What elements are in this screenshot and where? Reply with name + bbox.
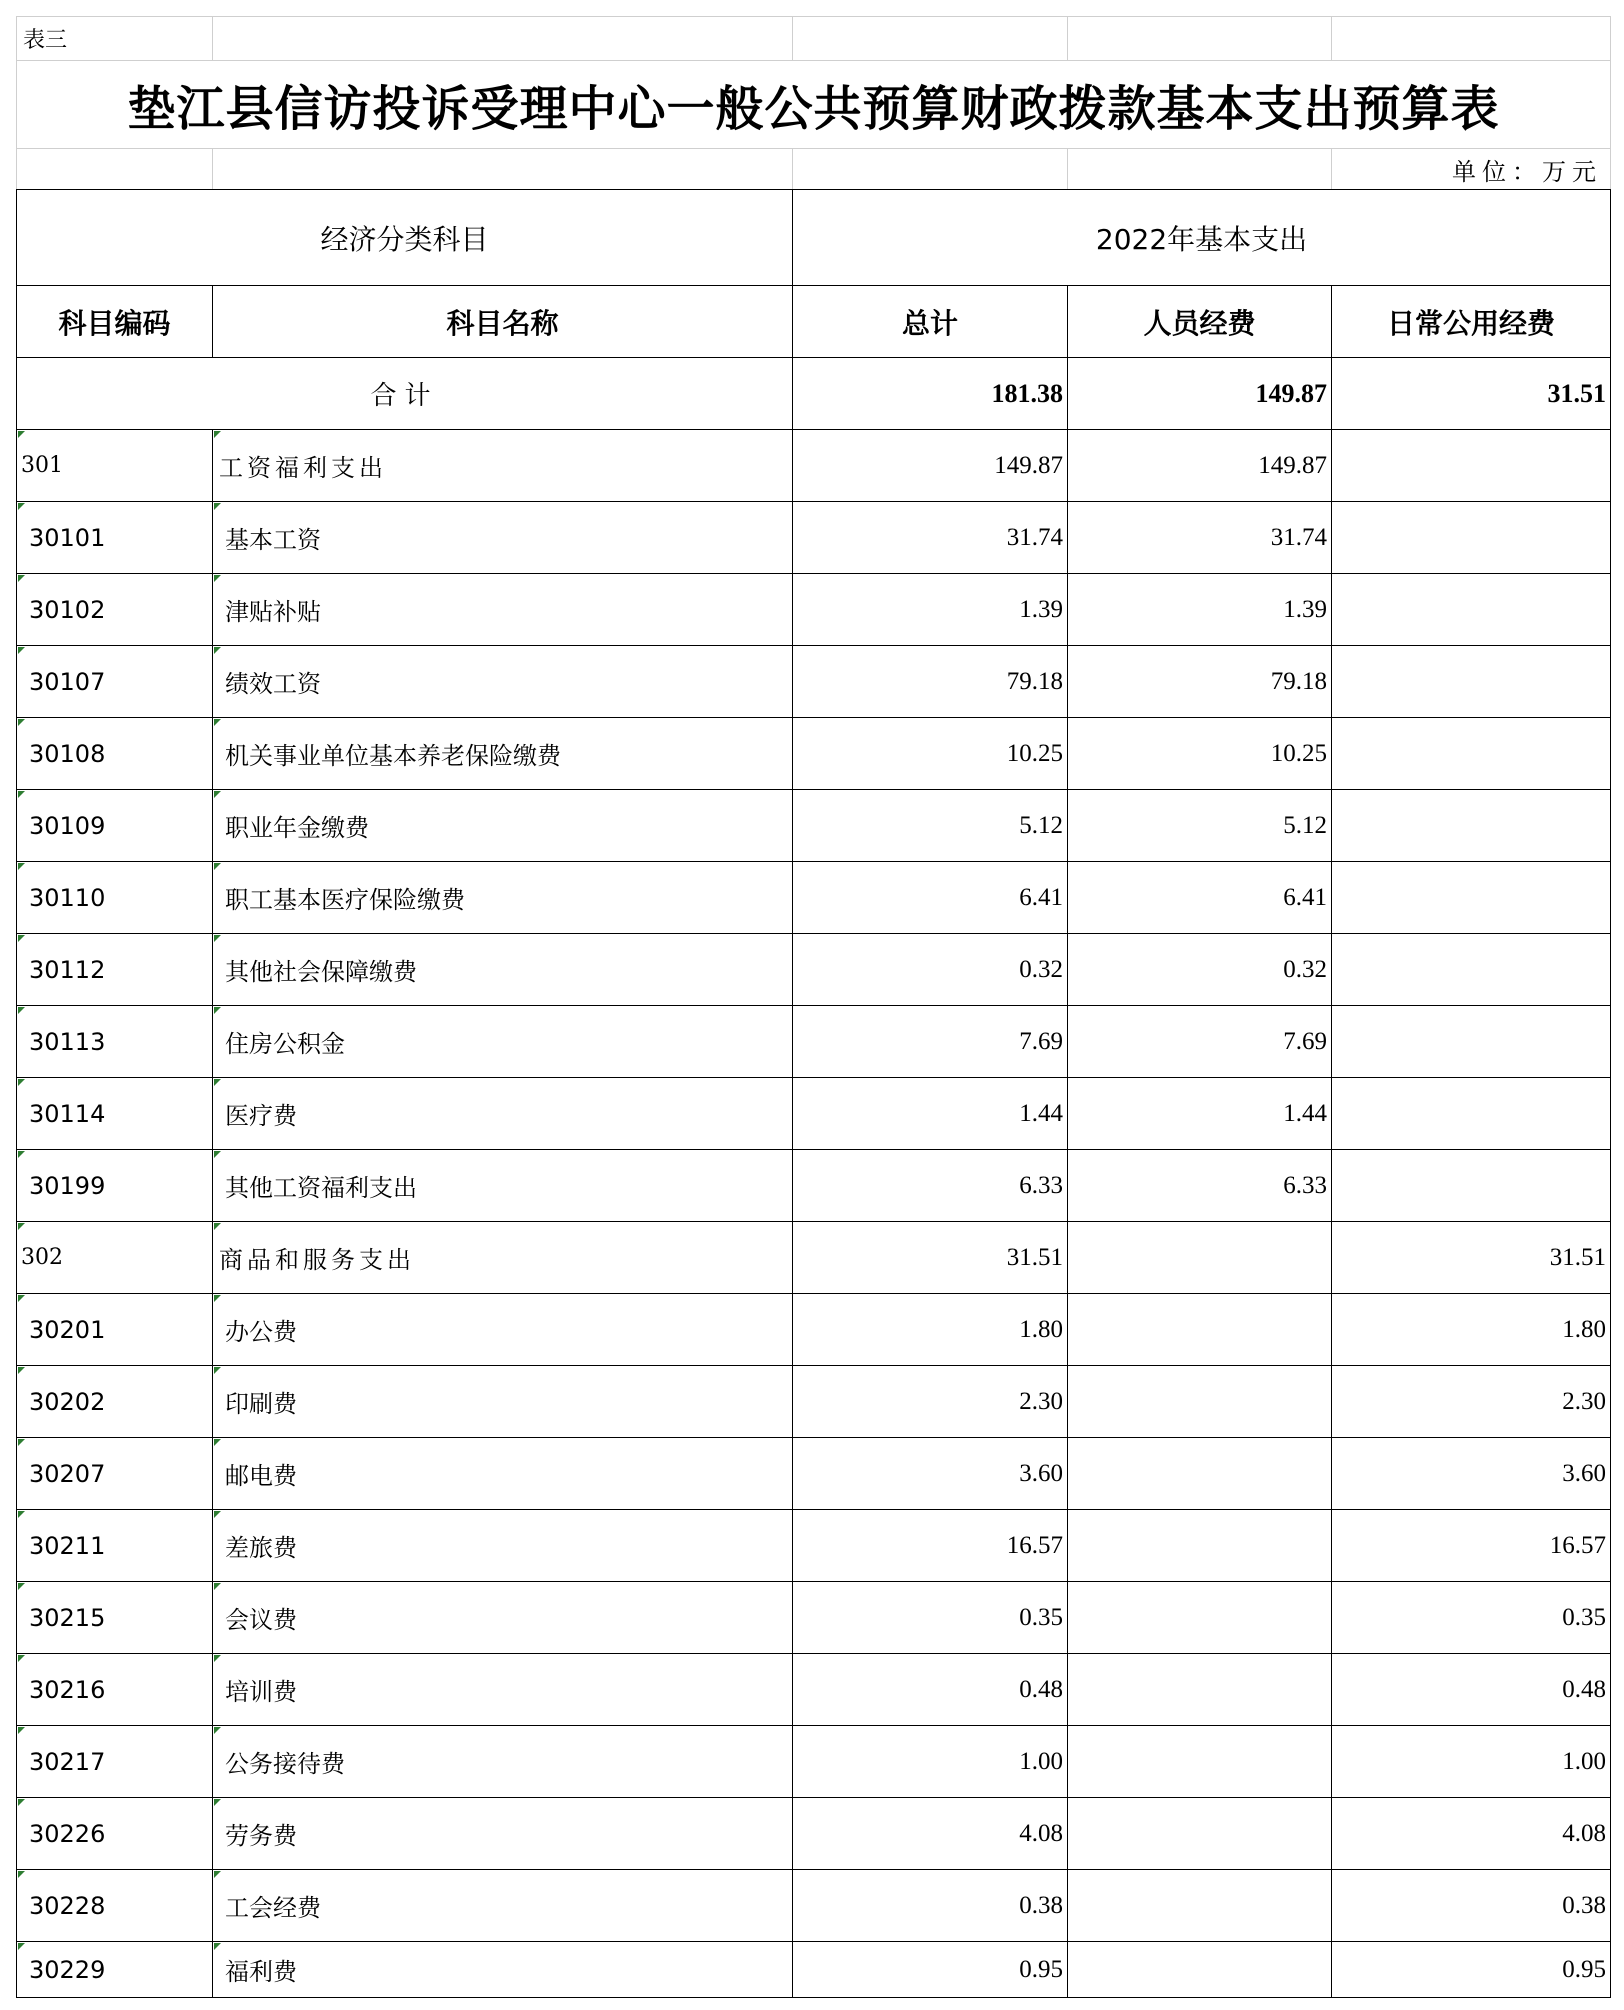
row-total-cell (793, 1798, 1068, 1870)
row-total-text: 3.60 (1019, 1459, 1064, 1487)
text-format-marker-icon (18, 791, 25, 798)
row-public-cell (1332, 1726, 1611, 1798)
header-name: 科目名称 (213, 286, 793, 358)
row-personnel-cell (1068, 862, 1332, 934)
table-row (17, 1510, 1611, 1582)
header-total: 总计 (793, 286, 1068, 358)
row-public-cell (1332, 1150, 1611, 1222)
row-code-cell (17, 790, 213, 862)
row-name-cell (213, 1150, 793, 1222)
row-personnel-cell (1068, 1870, 1332, 1942)
row-public-text: 1.00 (1562, 1747, 1607, 1775)
header-personnel: 人员经费 (1068, 286, 1332, 358)
table-row (17, 1726, 1611, 1798)
row-personnel-cell (1068, 1438, 1332, 1510)
table-row (17, 1942, 1611, 1998)
row-personnel-cell (1068, 934, 1332, 1006)
row-code-cell (17, 646, 213, 718)
row-code-cell (17, 574, 213, 646)
row-name-cell (213, 862, 793, 934)
row-public-cell (1332, 934, 1611, 1006)
text-format-marker-icon (214, 935, 221, 942)
text-format-marker-icon (214, 1871, 221, 1878)
row-name-cell (213, 1222, 793, 1294)
row-personnel-cell (1068, 646, 1332, 718)
row-total-text: 4.08 (1019, 1819, 1064, 1847)
row-name-text: 津贴补贴 (225, 598, 321, 626)
row-public-text: 0.48 (1562, 1675, 1607, 1703)
row-name-text: 福利费 (225, 1958, 297, 1986)
row-public-text: 1.80 (1562, 1315, 1607, 1343)
text-format-marker-icon (18, 1511, 25, 1518)
row-public-cell (1332, 430, 1611, 502)
header-year: 2022年基本支出 (793, 190, 1611, 286)
row-total-cell (793, 862, 1068, 934)
text-format-marker-icon (18, 1799, 25, 1806)
row-total-text: 31.74 (1006, 523, 1064, 551)
row-total-cell (793, 1006, 1068, 1078)
table-row (17, 934, 1611, 1006)
row-personnel-cell (1068, 1006, 1332, 1078)
row-name-text: 医疗费 (225, 1102, 297, 1130)
text-format-marker-icon (214, 431, 221, 438)
text-format-marker-icon (18, 1439, 25, 1446)
row-personnel-text: 149.87 (1258, 451, 1328, 479)
row-public-cell (1332, 1870, 1611, 1942)
row-total-cell (793, 430, 1068, 502)
row-name-text: 工资福利支出 (219, 454, 387, 482)
row-name-text: 职业年金缴费 (225, 814, 369, 842)
row-personnel-cell (1068, 1654, 1332, 1726)
row-personnel-text: 79.18 (1270, 667, 1328, 695)
row-code-cell (17, 1582, 213, 1654)
row-code-text: 30112 (29, 955, 106, 984)
table-row (17, 790, 1611, 862)
row-name-cell (213, 1870, 793, 1942)
row-total-text: 7.69 (1019, 1027, 1064, 1055)
row-name-text: 培训费 (225, 1678, 297, 1706)
row-code-cell (17, 1870, 213, 1942)
text-format-marker-icon (18, 1295, 25, 1302)
row-code-cell (17, 502, 213, 574)
row-code-text: 30216 (29, 1675, 106, 1704)
row-code-text: 30110 (29, 883, 106, 912)
row-personnel-text: 1.39 (1283, 595, 1328, 623)
row-public-cell (1332, 1006, 1611, 1078)
row-total-text: 0.95 (1019, 1955, 1064, 1983)
row-name-cell (213, 1942, 793, 1998)
text-format-marker-icon (214, 719, 221, 726)
row-code-text: 30101 (29, 523, 106, 552)
row-personnel-cell (1068, 1942, 1332, 1998)
text-format-marker-icon (18, 1727, 25, 1734)
row-total-cell (793, 1078, 1068, 1150)
text-format-marker-icon (214, 647, 221, 654)
row-total-cell (793, 1942, 1068, 1998)
row-code-text: 30114 (29, 1099, 106, 1128)
row-total-cell (793, 1366, 1068, 1438)
row-code-text: 30109 (29, 811, 106, 840)
row-code-cell (17, 862, 213, 934)
row-total-text: 6.33 (1019, 1171, 1064, 1199)
row-code-text: 30229 (29, 1955, 106, 1984)
text-format-marker-icon (214, 1655, 221, 1662)
row-personnel-text: 6.41 (1283, 883, 1328, 911)
row-public-cell (1332, 862, 1611, 934)
row-name-cell (213, 1654, 793, 1726)
empty-cell (1332, 17, 1611, 61)
row-total-cell (793, 718, 1068, 790)
row-total-cell (793, 790, 1068, 862)
row-code-text: 30217 (29, 1747, 106, 1776)
row-code-cell (17, 718, 213, 790)
header-row-2 (17, 286, 1611, 358)
row-public-cell (1332, 1078, 1611, 1150)
row-name-cell (213, 718, 793, 790)
row-total-cell (793, 934, 1068, 1006)
row-total-text: 0.32 (1019, 955, 1064, 983)
text-format-marker-icon (18, 647, 25, 654)
row-public-cell (1332, 1294, 1611, 1366)
sheet-label: 表三 (17, 17, 213, 61)
row-name-text: 印刷费 (225, 1390, 297, 1418)
row-total-cell (793, 1294, 1068, 1366)
table-row (17, 1366, 1611, 1438)
row-code-text: 30102 (29, 595, 106, 624)
row-personnel-cell (1068, 718, 1332, 790)
row-code-text: 30228 (29, 1891, 106, 1920)
row-name-text: 绩效工资 (225, 670, 321, 698)
row-code-text: 30107 (29, 667, 106, 696)
row-total-cell (793, 1222, 1068, 1294)
row-public-cell (1332, 1582, 1611, 1654)
text-format-marker-icon (18, 1223, 25, 1230)
row-name-cell (213, 1438, 793, 1510)
row-public-text: 16.57 (1549, 1531, 1607, 1559)
text-format-marker-icon (214, 1583, 221, 1590)
row-public-cell (1332, 502, 1611, 574)
text-format-marker-icon (18, 431, 25, 438)
text-format-marker-icon (214, 1943, 221, 1950)
row-public-cell (1332, 1942, 1611, 1998)
text-format-marker-icon (214, 1727, 221, 1734)
row-personnel-cell (1068, 1798, 1332, 1870)
row-personnel-cell (1068, 1078, 1332, 1150)
empty-cell (793, 149, 1068, 190)
row-name-cell (213, 1510, 793, 1582)
row-personnel-cell (1068, 790, 1332, 862)
table-row (17, 1870, 1611, 1942)
row-name-text: 其他社会保障缴费 (225, 958, 417, 986)
row-total-text: 0.48 (1019, 1675, 1064, 1703)
row-code-cell (17, 1510, 213, 1582)
row-name-cell (213, 1366, 793, 1438)
row-name-text: 机关事业单位基本养老保险缴费 (225, 742, 561, 770)
row-name-text: 会议费 (225, 1606, 297, 1634)
table-row (17, 430, 1611, 502)
empty-cell (213, 149, 793, 190)
row-name-text: 工会经费 (225, 1894, 321, 1922)
row-personnel-text: 1.44 (1283, 1099, 1328, 1127)
page-title: 垫江县信访投诉受理中心一般公共预算财政拨款基本支出预算表 (17, 61, 1611, 149)
row-code-text: 302 (21, 1245, 63, 1270)
text-format-marker-icon (214, 1799, 221, 1806)
row-public-text: 0.95 (1562, 1955, 1607, 1983)
table-row (17, 1654, 1611, 1726)
text-format-marker-icon (214, 1007, 221, 1014)
row-name-cell (213, 1798, 793, 1870)
row-total-text: 0.38 (1019, 1891, 1064, 1919)
text-format-marker-icon (18, 503, 25, 510)
row-total-text: 1.39 (1019, 595, 1064, 623)
row-public-text: 0.35 (1562, 1603, 1607, 1631)
row-total-cell (793, 502, 1068, 574)
text-format-marker-icon (18, 1079, 25, 1086)
row-total-text: 31.51 (1006, 1243, 1064, 1271)
row-public-cell (1332, 574, 1611, 646)
table-row (17, 1798, 1611, 1870)
row-personnel-cell (1068, 1150, 1332, 1222)
row-code-text: 30199 (29, 1171, 106, 1200)
header-public: 日常公用经费 (1332, 286, 1611, 358)
header-row-1 (17, 190, 1611, 286)
row-total-cell (793, 574, 1068, 646)
row-code-cell (17, 1366, 213, 1438)
row-public-cell (1332, 1798, 1611, 1870)
row-total-text: 5.12 (1019, 811, 1064, 839)
row-total-text: 16.57 (1006, 1531, 1064, 1559)
header-econ-class: 经济分类科目 (17, 190, 793, 286)
row-total-text: 79.18 (1006, 667, 1064, 695)
text-format-marker-icon (214, 1079, 221, 1086)
row-total-cell (793, 1438, 1068, 1510)
spreadsheet (16, 16, 1610, 1998)
row-code-cell (17, 430, 213, 502)
total-label: 合计 (17, 358, 793, 430)
text-format-marker-icon (18, 1943, 25, 1950)
text-format-marker-icon (18, 1151, 25, 1158)
row-public-cell (1332, 1222, 1611, 1294)
text-format-marker-icon (214, 1367, 221, 1374)
row-personnel-text: 10.25 (1270, 739, 1328, 767)
budget-table (16, 189, 1611, 1998)
text-format-marker-icon (214, 1511, 221, 1518)
row-public-cell (1332, 718, 1611, 790)
row-name-cell (213, 430, 793, 502)
empty-cell (1068, 17, 1332, 61)
row-code-cell (17, 1654, 213, 1726)
text-format-marker-icon (18, 863, 25, 870)
row-name-text: 住房公积金 (225, 1030, 345, 1058)
row-code-text: 30108 (29, 739, 106, 768)
table-row (17, 1078, 1611, 1150)
text-format-marker-icon (214, 1295, 221, 1302)
table-row (17, 1438, 1611, 1510)
row-code-cell (17, 1438, 213, 1510)
title-area (16, 16, 1611, 190)
row-name-cell (213, 934, 793, 1006)
row-code-text: 30226 (29, 1819, 106, 1848)
table-row (17, 646, 1611, 718)
table-body (17, 430, 1611, 1998)
row-code-cell (17, 1798, 213, 1870)
row-name-text: 商品和服务支出 (219, 1246, 415, 1274)
unit-label: 单位：万元 (1332, 149, 1611, 190)
row-code-cell (17, 1726, 213, 1798)
row-personnel-cell (1068, 430, 1332, 502)
row-total-text: 2.30 (1019, 1387, 1064, 1415)
row-personnel-cell (1068, 574, 1332, 646)
row-personnel-cell (1068, 1726, 1332, 1798)
row-public-text: 4.08 (1562, 1819, 1607, 1847)
row-public-text: 0.38 (1562, 1891, 1607, 1919)
row-total-cell (793, 1870, 1068, 1942)
row-code-cell (17, 1942, 213, 1998)
total-row (17, 358, 1611, 430)
row-personnel-cell (1068, 1294, 1332, 1366)
row-code-cell (17, 1078, 213, 1150)
row-public-cell (1332, 1366, 1611, 1438)
row-personnel-cell (1068, 502, 1332, 574)
text-format-marker-icon (214, 791, 221, 798)
total-personnel: 149.87 (1068, 358, 1332, 430)
row-total-text: 0.35 (1019, 1603, 1064, 1631)
text-format-marker-icon (18, 1007, 25, 1014)
text-format-marker-icon (214, 503, 221, 510)
row-public-text: 3.60 (1562, 1459, 1607, 1487)
text-format-marker-icon (18, 1871, 25, 1878)
row-code-text: 30113 (29, 1027, 106, 1056)
text-format-marker-icon (18, 719, 25, 726)
empty-cell (793, 17, 1068, 61)
row-personnel-text: 5.12 (1283, 811, 1328, 839)
row-code-cell (17, 1222, 213, 1294)
row-name-text: 公务接待费 (225, 1750, 345, 1778)
row-name-cell (213, 1078, 793, 1150)
row-personnel-cell (1068, 1222, 1332, 1294)
table-row (17, 1294, 1611, 1366)
row-code-cell (17, 934, 213, 1006)
row-public-cell (1332, 790, 1611, 862)
header-code: 科目编码 (17, 286, 213, 358)
row-name-text: 其他工资福利支出 (225, 1174, 417, 1202)
row-name-text: 邮电费 (225, 1462, 297, 1490)
row-total-cell (793, 1582, 1068, 1654)
row-total-cell (793, 1654, 1068, 1726)
text-format-marker-icon (18, 1655, 25, 1662)
row-total-text: 10.25 (1006, 739, 1064, 767)
table-row (17, 1150, 1611, 1222)
row-name-cell (213, 502, 793, 574)
row-total-text: 149.87 (994, 451, 1064, 479)
row-personnel-text: 0.32 (1283, 955, 1328, 983)
row-public-cell (1332, 1438, 1611, 1510)
row-name-cell (213, 1294, 793, 1366)
row-total-text: 6.41 (1019, 883, 1064, 911)
row-code-text: 30207 (29, 1459, 106, 1488)
row-public-text: 2.30 (1562, 1387, 1607, 1415)
table-row (17, 862, 1611, 934)
row-total-cell (793, 1726, 1068, 1798)
text-format-marker-icon (214, 1151, 221, 1158)
row-code-text: 30211 (29, 1531, 106, 1560)
empty-cell (213, 17, 793, 61)
table-row (17, 1222, 1611, 1294)
row-public-cell (1332, 1510, 1611, 1582)
row-code-text: 30215 (29, 1603, 106, 1632)
row-name-text: 职工基本医疗保险缴费 (225, 886, 465, 914)
row-code-text: 301 (21, 453, 63, 478)
row-name-text: 差旅费 (225, 1534, 297, 1562)
table-row (17, 1006, 1611, 1078)
text-format-marker-icon (18, 935, 25, 942)
row-total-cell (793, 1510, 1068, 1582)
row-total-text: 1.00 (1019, 1747, 1064, 1775)
total-total: 181.38 (793, 358, 1068, 430)
row-name-cell (213, 790, 793, 862)
row-name-cell (213, 1582, 793, 1654)
row-public-text: 31.51 (1549, 1243, 1607, 1271)
row-personnel-text: 6.33 (1283, 1171, 1328, 1199)
row-personnel-cell (1068, 1510, 1332, 1582)
row-name-cell (213, 574, 793, 646)
table-row (17, 718, 1611, 790)
table-row (17, 1582, 1611, 1654)
row-personnel-text: 31.74 (1270, 523, 1328, 551)
row-code-text: 30202 (29, 1387, 106, 1416)
row-total-cell (793, 646, 1068, 718)
empty-cell (17, 149, 213, 190)
text-format-marker-icon (18, 575, 25, 582)
row-name-text: 办公费 (225, 1318, 297, 1346)
total-public: 31.51 (1332, 358, 1611, 430)
text-format-marker-icon (18, 1583, 25, 1590)
text-format-marker-icon (214, 1439, 221, 1446)
row-total-text: 1.44 (1019, 1099, 1064, 1127)
table-row (17, 574, 1611, 646)
row-personnel-cell (1068, 1582, 1332, 1654)
empty-cell (1068, 149, 1332, 190)
row-name-text: 基本工资 (225, 526, 321, 554)
row-total-text: 1.80 (1019, 1315, 1064, 1343)
row-total-cell (793, 1150, 1068, 1222)
row-code-cell (17, 1006, 213, 1078)
row-code-cell (17, 1294, 213, 1366)
row-code-cell (17, 1150, 213, 1222)
row-name-cell (213, 646, 793, 718)
text-format-marker-icon (18, 1367, 25, 1374)
row-public-cell (1332, 646, 1611, 718)
text-format-marker-icon (214, 1223, 221, 1230)
text-format-marker-icon (214, 575, 221, 582)
row-personnel-text: 7.69 (1283, 1027, 1328, 1055)
row-personnel-cell (1068, 1366, 1332, 1438)
row-code-text: 30201 (29, 1315, 106, 1344)
table-row (17, 502, 1611, 574)
row-name-text: 劳务费 (225, 1822, 297, 1850)
row-public-cell (1332, 1654, 1611, 1726)
text-format-marker-icon (214, 863, 221, 870)
row-name-cell (213, 1726, 793, 1798)
row-name-cell (213, 1006, 793, 1078)
